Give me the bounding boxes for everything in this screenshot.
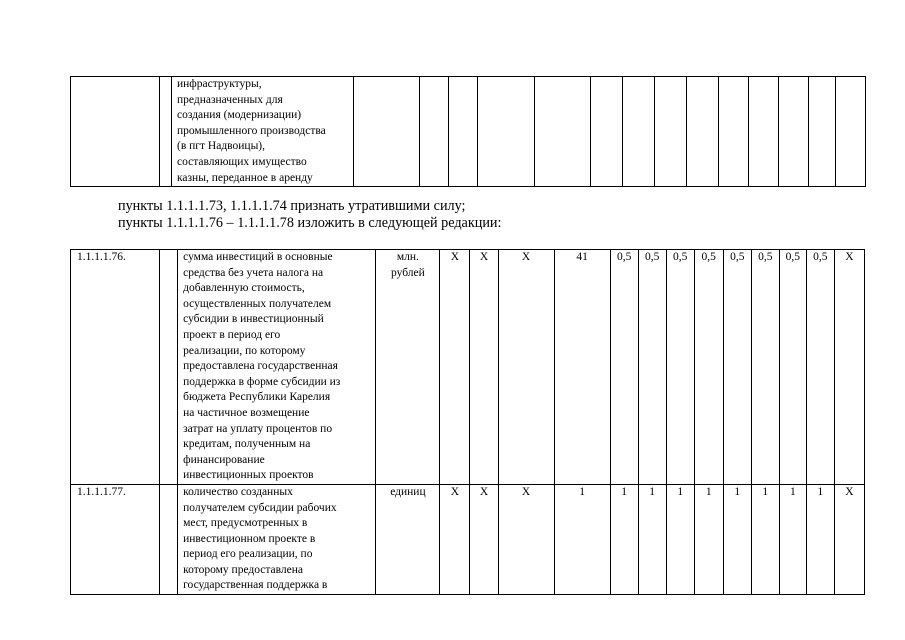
value-cell	[809, 77, 836, 187]
indicator-line: мест, предусмотренных в	[183, 517, 308, 530]
row-number: 1.1.1.1.76.	[71, 250, 160, 485]
value-cell: X	[470, 250, 498, 485]
unit-cell	[354, 77, 420, 187]
indicator-line: количество созданных	[183, 485, 293, 498]
value-cell	[836, 77, 866, 187]
unit-line: млн.	[396, 251, 419, 263]
value-cell	[779, 77, 809, 187]
table-row	[71, 77, 866, 187]
instruction-line-1: пункты 1.1.1.1.73, 1.1.1.1.74 признать утратившими силу;	[118, 198, 466, 214]
value-cell	[449, 77, 478, 187]
value-cell: 0,5	[723, 250, 751, 485]
indicator-line: затрат на уплату процентов по	[183, 422, 333, 435]
row-number: 1.1.1.1.77.	[71, 484, 160, 594]
table-row	[71, 484, 865, 594]
indicator-line: составляющих имущество	[177, 155, 307, 168]
indicator-line: инфраструктуры,	[177, 78, 262, 90]
value-cell: 1	[694, 484, 723, 594]
indicator-line: инвестиционных проектов	[183, 469, 314, 482]
indicator-line: период его реализации, по	[183, 548, 313, 561]
indicator-line: бюджета Республики Карелия	[183, 391, 331, 404]
value-cell: 0,5	[666, 250, 694, 485]
indicator-line: сумма инвестиций в основные	[183, 251, 333, 263]
value-cell: 0,5	[806, 250, 834, 485]
value-cell: X	[498, 484, 554, 594]
unit-line: рублей	[391, 266, 425, 279]
number-cell	[71, 77, 160, 187]
indicator-line: на частичное возмещение	[183, 406, 310, 419]
indicator-cell	[172, 77, 354, 187]
value-cell	[535, 77, 591, 187]
value-cell: 0,5	[638, 250, 666, 485]
value-cell: X	[498, 250, 554, 485]
value-cell: X	[470, 484, 498, 594]
value-cell	[591, 77, 623, 187]
table-row	[71, 250, 865, 485]
indicator-line: проект в период его	[183, 328, 281, 341]
indicator-line: кредитам, полученным на	[183, 438, 311, 451]
value-cell: 0,5	[694, 250, 723, 485]
value-cell: 0,5	[779, 250, 806, 485]
value-cell: X	[440, 250, 470, 485]
indicator-line: (в пгт Надвоицы),	[177, 140, 266, 153]
value-cell	[478, 77, 535, 187]
indicator-cell	[178, 484, 376, 594]
value-cell	[655, 77, 687, 187]
value-cell: 1	[723, 484, 751, 594]
indicator-line: предоставлена государственная	[183, 360, 338, 373]
unit-cell	[376, 484, 440, 594]
value-cell: 1	[666, 484, 694, 594]
value-cell: 1	[751, 484, 779, 594]
value-cell	[623, 77, 655, 187]
indicator-line: поддержка в форме субсидии из	[183, 375, 341, 388]
indicator-line: финансирование	[183, 453, 265, 466]
indicator-line: предназначенных для	[177, 93, 283, 106]
indicator-line: субсидии в инвестиционный	[183, 313, 324, 326]
value-cell: 1	[779, 484, 806, 594]
value-cell	[687, 77, 719, 187]
top-table-fragment	[70, 76, 866, 187]
unit-line: единиц	[390, 485, 426, 498]
value-cell: X	[834, 484, 864, 594]
value-cell	[749, 77, 779, 187]
value-cell: X	[440, 484, 470, 594]
indicator-line: создания (модернизации)	[177, 109, 302, 122]
spacer-cell	[160, 77, 172, 187]
value-cell: 1	[610, 484, 638, 594]
indicator-line: государственная поддержка в	[183, 579, 328, 592]
indicator-line: инвестиционном проекте в	[183, 532, 316, 545]
value-cell	[420, 77, 449, 187]
indicator-line: промышленного производства	[177, 124, 326, 137]
indicator-line: получателем субсидии рабочих	[183, 501, 337, 514]
value-cell	[719, 77, 749, 187]
indicator-line: казны, переданное в аренду	[177, 171, 313, 184]
value-cell: 41	[554, 250, 610, 485]
spacer-cell	[160, 250, 178, 485]
value-cell: 0,5	[751, 250, 779, 485]
value-cell: 1	[806, 484, 834, 594]
indicator-line: которому предоставлена	[183, 563, 304, 576]
indicator-line: осуществленных получателем	[183, 297, 332, 310]
unit-cell	[376, 250, 440, 485]
indicator-cell	[178, 250, 376, 485]
spacer-cell	[160, 484, 178, 594]
value-cell: X	[834, 250, 864, 485]
indicator-line: средства без учета налога на	[183, 266, 324, 279]
main-table	[70, 249, 865, 595]
indicator-line: реализации, по которому	[183, 344, 306, 357]
value-cell: 0,5	[610, 250, 638, 485]
value-cell: 1	[554, 484, 610, 594]
instruction-line-2: пункты 1.1.1.1.76 – 1.1.1.1.78 изложить в следующей редакции:	[118, 215, 502, 231]
value-cell: 1	[638, 484, 666, 594]
indicator-line: добавленную стоимость,	[183, 282, 305, 295]
